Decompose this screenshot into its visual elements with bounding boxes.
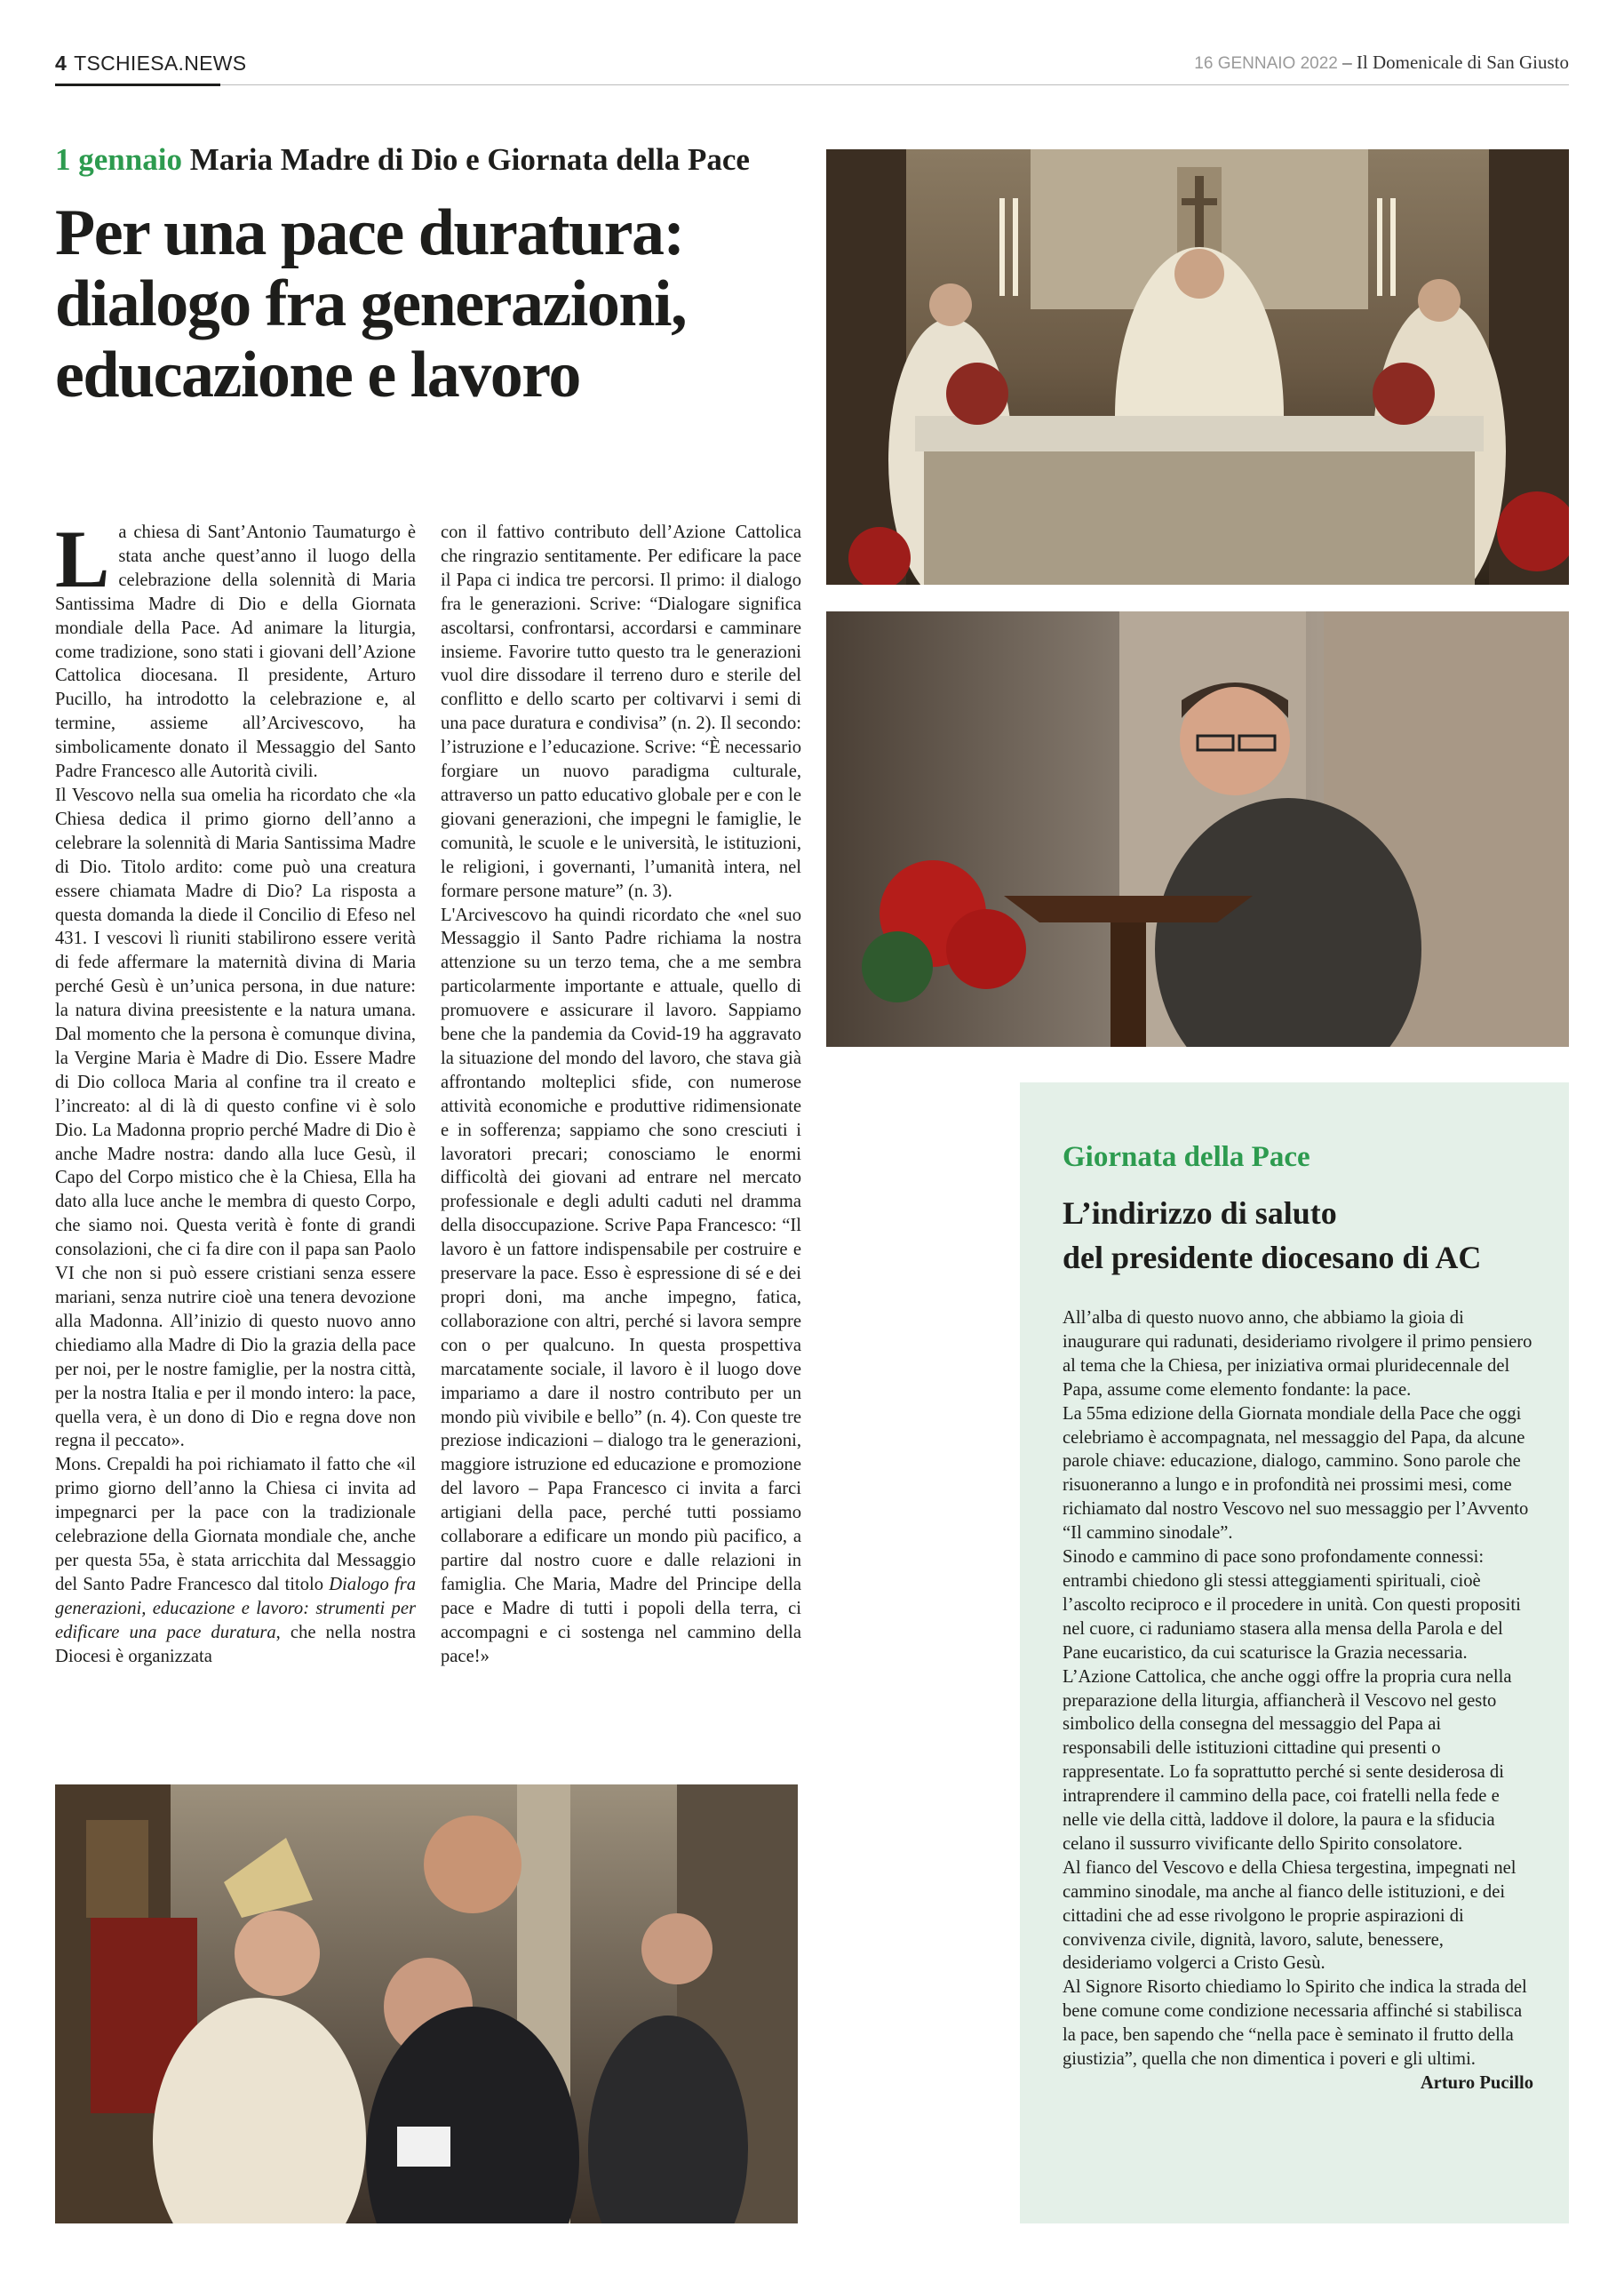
sidebar-title-line-2: del presidente diocesano di AC — [1063, 1240, 1482, 1275]
article-paragraph-2: Il Vescovo nella sua omelia ha ricordato che «la Chiesa dedica il primo giorno dell’anno a celebrare la solennità di Maria Santissima Madre di Dio. Titolo ardito: come può una creatura essere chiamata Madre di Dio? La risposta a questa domanda la diede il Concilio di Efeso nel 431. I vescovi lì riuniti stabilirono essere verità di fede affermare la maternità divina di Maria perché Gesù è un’unica persona, in due nature: la natura divina preesistente e la natura umana. Dal momento che la persona è comunque divina, la Vergine Maria è Madre di Dio. Essere Madre di Dio colloca Maria al confine tra il creato e l’increato: al di là di questo confine vi è solo Dio. La Madonna proprio perché Madre di Dio è anche Madre nostra: dando alla luce Gesù, il Capo del Corpo mistico che è la Chiesa, Ella ha dato alla luce anche le membra di questo Corpo, che siamo noi. Questa verità è fonte di grandi consolazioni, che ci fa dire con il papa san Paolo VI che non si può essere cristiani senza essere mariani, senza nutrire cioè una tenera devozione alla Madonna. All’inizio di questo nuovo anno chiediamo alla Madre di Dio la grazia della pace per noi, per le nostre famiglie, per la nostra città, per la nostra Italia e per il mondo intero: la pace, quella vera, è un dono di Dio e regna dove non regna il peccato». — [55, 785, 416, 1451]
article-paragraph-1 — [55, 514, 416, 784]
photo-bishop-message-delivery — [55, 1784, 798, 2223]
message-title: Dialogo fra generazioni, educazione e lavoro: strumenti per edificare una pace duratura — [55, 1574, 416, 1642]
article-column-2 — [441, 521, 801, 1669]
author-signature: Arturo Pucillo — [1420, 2073, 1533, 2093]
paragraph-3-start: Mons. Crepaldi ha poi richiamato il fatto che «il primo giorno dell’anno la Chiesa ci invita ad impegnarci per la pace con la tradizionale celebrazione della Giornata mondiale che, anche per questa 55a, è stata arricchita dal Messaggio del Santo Padre Francesco dal titolo — [55, 1455, 416, 1594]
article-kicker — [55, 142, 810, 178]
paragraph-3-end: , che nella nostra Diocesi è organizzata — [55, 1622, 416, 1666]
publication-name: Il Domenicale di San Giusto — [1356, 52, 1569, 73]
header-separator: – — [1342, 52, 1352, 73]
sidebar-kicker: Giornata della Pace — [1063, 1141, 1310, 1173]
header-right — [1194, 52, 1569, 74]
kicker-date: 1 gennaio — [55, 142, 182, 177]
photo-altar-image — [826, 149, 1569, 585]
photo-reader-image — [826, 611, 1569, 1047]
article-column-1 — [55, 514, 416, 1669]
article-paragraph-5: L'Arcivescovo ha quindi ricordato che «nel suo Messaggio il Santo Padre richiama la nostra attenzione su un terzo tema, che a me sembra particolarmente importante e attuale, quello di promuovere e assicurare il lavoro. Sappiamo bene che la pandemia da Covid-19 ha aggravato la situazione del mondo del lavoro, che stava già affrontando molteplici sfide, con numerose attività economiche e produttive ridimensionate e in sofferenza; sappiamo che sono cresciuti i lavoratori precari; conosciamo le enormi difficoltà dei giovani ad entrare nel mercato professionale e degli adulti caduti nel dramma della disoccupazione. Scrive Papa Francesco: “Il lavoro è un fattore indispensabile per costruire e preservare la pace. Esso è espressione di sé e dei propri doni, ma anche impegno, fatica, collaborazione con altri, perché si lavora sempre con o per qualcuno. In questa prospettiva marcatamente sociale, il lavoro è il luogo dove impariamo a dare il nostro contributo per un mondo più vivibile e bello” (n. 4). Con queste tre preziose indicazioni – dialogo tra le generazioni, maggiore istruzione ed educazione e promozione del lavoro – Papa Francesco ci invita a farci artigiani della pace, perché tutti possiamo collaborare a edificare un mondo più pacifico, a partire dal nostro cuore e dalle relazioni in famiglia. Che Maria, Madre del Principe della pace e Madre di tutti i popoli della terra, ci accompagni e ci sostenga nel cammino della pace!» — [441, 905, 801, 1666]
sidebar-title-line-1: L’indirizzo di saluto — [1063, 1195, 1337, 1231]
kicker-title: Maria Madre di Dio e Giornata della Pace — [189, 142, 750, 177]
drop-cap: L — [55, 514, 110, 604]
sidebar-paragraph-2: La 55ma edizione della Giornata mondiale della Pace che oggi celebriamo è accompagnata, nel messaggio del Papa, da alcune parole chiave: educazione, dialogo, cammino. Sono parole che risuoneranno a lungo e in profondità nei prossimi mesi, come richiamato dal nostro Vescovo nel suo messaggio per l’Avvento “Il cammino sinodale”. — [1063, 1403, 1529, 1544]
sidebar-paragraph-6 — [1063, 1976, 1533, 2093]
photo-bishop-image — [55, 1784, 798, 2223]
article-paragraph-3 — [55, 1453, 416, 1668]
issue-date: 16 GENNAIO 2022 — [1194, 54, 1338, 73]
header-rule-accent — [55, 84, 220, 86]
sidebar-box — [1020, 1082, 1569, 2223]
site-name[interactable]: TSCHIESA.NEWS — [74, 52, 247, 75]
page-header — [55, 48, 1569, 87]
sidebar-paragraph-3: Sinodo e cammino di pace sono profondamente connessi: entrambi chiedono gli stessi atteggiamenti spirituali, cioè l’ascolto reciproco e il procedere in unità. Con questi propositi nel cuore, ci raduniamo stasera alla mensa della Parola e del Pane eucaristico, da cui scaturisce la Grazia necessaria. — [1063, 1547, 1521, 1663]
sidebar-paragraph-4: L’Azione Cattolica, che anche oggi offre la propria cura nella preparazione della liturgia, affiancherà il Vescovo nel gesto simbolico della consegna del messaggio del Papa ai responsabili delle istituzioni cittadine qui presenti o rappresentate. Lo fa soprattutto perché si sente desiderosa di intraprendere il cammino della pace, coi fratelli nella fede e nelle vie della città, laddove il dolore, la paura e la sfiducia celano il sussurro vivificante dello Spirito consolatore. — [1063, 1666, 1512, 1854]
photo-reader-lectern — [826, 611, 1569, 1047]
header-rule — [220, 84, 1569, 85]
sidebar-paragraph-5: Al fianco del Vescovo e della Chiesa tergestina, impegnati nel cammino sinodale, ma anche al fianco delle istituzioni, e dei cittadini che ad esse rivolgono le proprie aspirazioni di convivenza civile, dignità, lavoro, salute, benessere, desideriamo volgerci a Cristo Gesù. — [1063, 1857, 1517, 1974]
article-headline: Per una pace duratura: dialogo fra generazioni, educazione e lavoro — [55, 196, 687, 411]
sidebar-paragraph-6-text: Al Signore Risorto chiediamo lo Spirito che indica la strada del bene comune come condizione necessaria affinché si stabilisca la pace, ben sapendo che “nella pace è seminato il frutto della giustizia”, quella che non dimentica i poveri e gli ultimi. — [1063, 1977, 1527, 2070]
article-paragraph-4: con il fattivo contributo dell’Azione Cattolica che ringrazio sentitamente. Per edificare la pace il Papa ci indica tre percorsi. Il primo: il dialogo fra le generazioni. Scrive: “Dialogare significa ascoltarsi, confrontarsi, accordarsi e camminare insieme. Favorire tutto questo tra le generazioni vuol dire dissodare il terreno duro e sterile del conflitto e dello scarto per coltivarvi i semi di una pace duratura e condivisa” (n. 2). Il secondo: l’istruzione e l’educazione. Scrive: “È necessario forgiare un nuovo paradigma culturale, attraverso un patto educativo globale per e con le giovani generazioni, che impegni le famiglie, le comunità, le scuole e le università, le istituzioni, le religioni, i governanti, l’umanità intera, nel formare persone mature” (n. 3). — [441, 523, 801, 901]
paragraph-1-text: a chiesa di Sant’Antonio Taumaturgo è stata anche quest’anno il luogo della celebrazione della solennità di Maria Santissima Madre di Dio e della Giornata mondiale della Pace. Ad animare la liturgia, come tradizione, sono stati i giovani dell’Azione Cattolica diocesana. Il presidente, Arturo Pucillo, ha introdotto la celebrazione e, al termine, assieme all’Arcivescovo, ha simbolicamente donato il Messaggio del Santo Padre Francesco alle Autorità civili. — [55, 523, 416, 782]
page-number: 4 — [55, 52, 68, 75]
photo-altar-celebration — [826, 149, 1569, 585]
header-left — [55, 52, 246, 76]
sidebar-title — [1063, 1191, 1560, 1280]
sidebar-body — [1063, 1306, 1533, 2095]
sidebar-paragraph-1: All’alba di questo nuovo anno, che abbiamo la gioia di inaugurare qui radunati, desideriamo rivolgere il primo pensiero al tema che la Chiesa, per iniziativa ormai pluridecennale del Papa, assume come elemento fondante: la pace. — [1063, 1308, 1532, 1400]
